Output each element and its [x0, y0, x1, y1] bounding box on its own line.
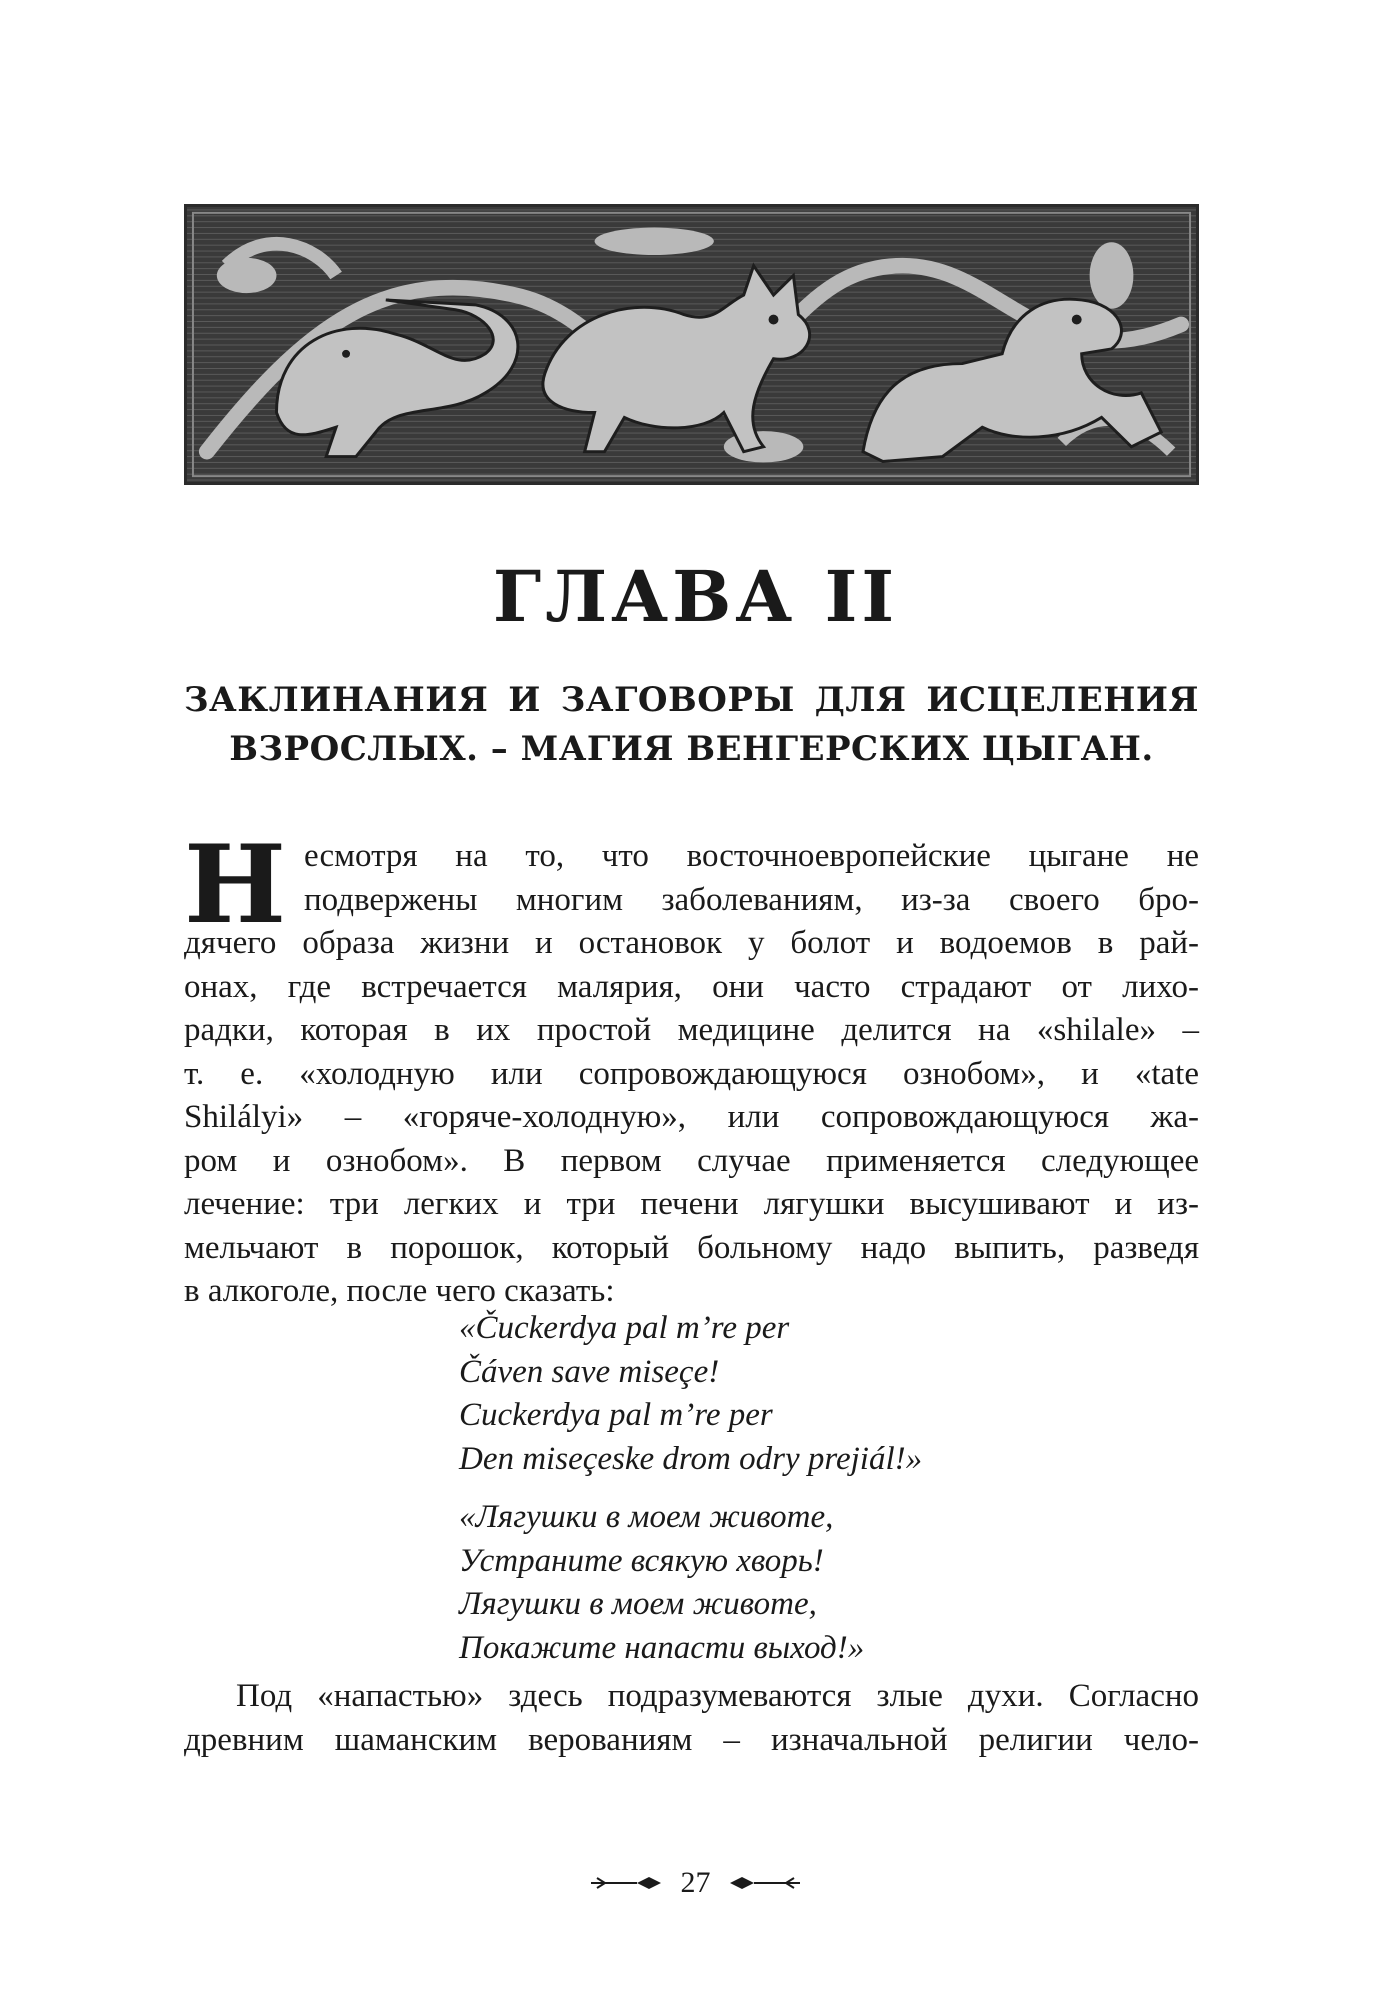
- text-line: онах, где встречается малярия, они часто страдают от лихо-: [184, 968, 1199, 1005]
- chapter-subtitle-line: ВЗРОСЛЫХ. – МАГИЯ ВЕНГЕРСКИХ ЦЫГАН.: [229, 729, 1154, 769]
- verse-line: Покажите напасти выход!»: [459, 1629, 865, 1666]
- paragraph-2: [184, 1675, 1199, 1762]
- chapter-subtitle: [184, 676, 1199, 774]
- ornament-art: [187, 207, 1196, 482]
- verse-line: «Čuckerdya pal m’re per: [459, 1310, 790, 1346]
- chapter-subtitle-line: ЗАКЛИНАНИЯ И ЗАГОВОРЫ ДЛЯ ИСЦЕЛЕНИЯ: [184, 680, 1199, 720]
- text-line: дячего образа жизни и остановок у болот и водоемов в рай-: [184, 925, 1199, 961]
- verse-line: Лягушки в моем животе,: [459, 1586, 817, 1622]
- verse-line: Den miseçeske drom odry prejiál!»: [459, 1440, 923, 1477]
- verse-line: Čáven save miseçe!: [459, 1353, 720, 1390]
- text-line: мельчают в порошок, который больному надо выпить, разведя: [184, 1229, 1199, 1266]
- paragraph-1: [184, 822, 1199, 1314]
- text-line: т. е. «холодную или сопровождающуюся ознобом», и «tate: [184, 1055, 1199, 1092]
- text-line: ром и ознобом». В первом случае применяется следующее: [184, 1142, 1199, 1179]
- text-line: в алкоголе, после чего сказать:: [184, 1273, 615, 1309]
- ornamental-header-illustration: [184, 204, 1199, 485]
- drop-cap: Н: [184, 822, 287, 948]
- text-line: Под «напастью» здесь подразумеваются злые духи. Согласно: [236, 1678, 1199, 1714]
- verse-line: Устраните всякую хворь!: [459, 1542, 824, 1579]
- page-number: 27: [680, 1866, 711, 1900]
- text-line: подвержены многим заболеваниям, из-за своего бро-: [304, 881, 1199, 918]
- folio-ornament-left-icon: [591, 1876, 661, 1890]
- text-line: древним шаманским верованиям – изначальной религии чело-: [184, 1721, 1199, 1758]
- folio-ornament-right-icon: [730, 1876, 800, 1890]
- chapter-title: ГЛАВА II: [492, 555, 899, 638]
- verse-translation: [459, 1496, 864, 1670]
- text-line: Shilályi» – «горяче-холодную», или сопровождающуюся жа-: [184, 1099, 1199, 1135]
- text-line: радки, которая в их простой медицине делится на «shilale» –: [184, 1012, 1199, 1048]
- page-footer: [0, 1864, 1391, 1900]
- text-line: лечение: три легких и три печени лягушки высушивают и из-: [184, 1186, 1199, 1222]
- verse-original: [459, 1307, 922, 1481]
- text-line: есмотря на то, что восточноевропейские цыгане не: [304, 838, 1199, 874]
- verse-line: «Лягушки в моем животе,: [459, 1499, 834, 1535]
- verse-line: Cuckerdya pal m’re per: [459, 1397, 773, 1433]
